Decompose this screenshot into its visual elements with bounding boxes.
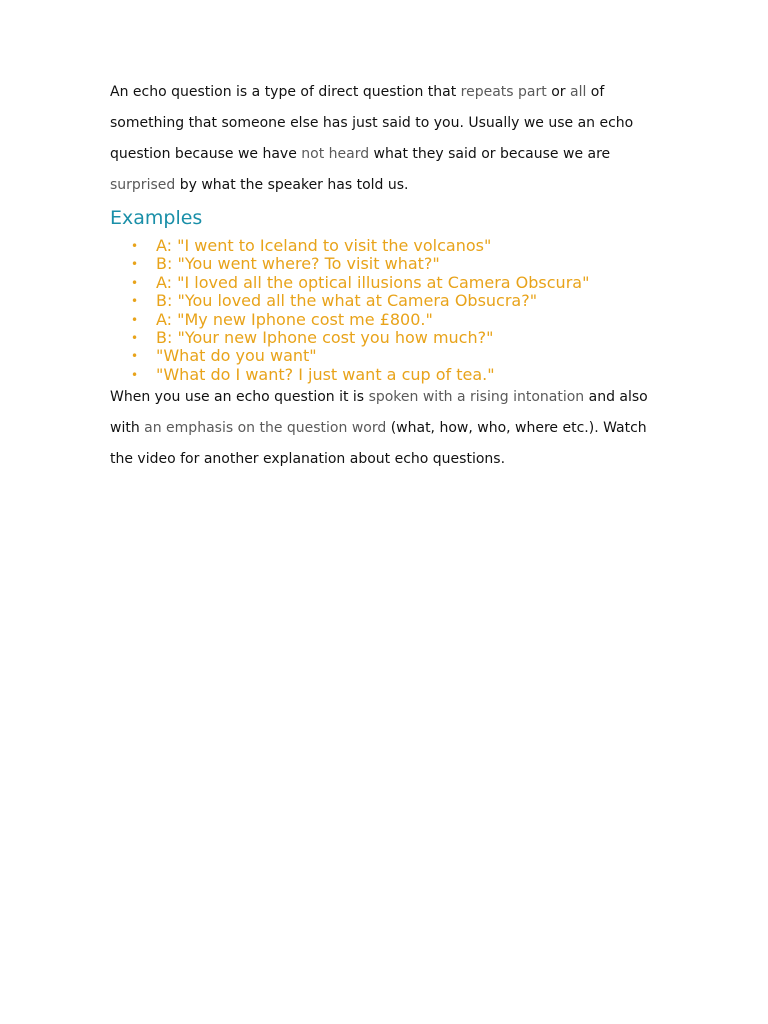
example-text: A: "I went to Iceland to visit the volcanos" — [156, 236, 492, 255]
intro-text-5: by what the speaker has told us. — [175, 177, 409, 193]
outro-text-2: and also with — [110, 389, 648, 437]
list-item — [110, 347, 670, 365]
example-text: A: "I loved all the optical illusions at Camera Obscura" — [156, 272, 590, 292]
list-item — [110, 329, 670, 347]
highlight-rising-intonation: spoken with a rising intonation — [368, 389, 585, 406]
intro-text-4: what they said or because we are — [369, 146, 611, 162]
list-item — [110, 274, 670, 292]
bullet-icon: • — [131, 312, 139, 327]
example-text: B: "Your new Iphone cost you how much?" — [156, 328, 494, 348]
example-text: "What do you want" — [156, 346, 317, 366]
example-text: A: "My new Iphone cost me £800." — [156, 309, 433, 329]
intro-text-1: An echo question is a type of direct question that — [110, 84, 461, 100]
example-text: B: "You loved all the what at Camera Obsucra?" — [156, 291, 538, 311]
highlight-emphasis: an emphasis on the question word — [144, 420, 387, 437]
bullet-icon: • — [131, 294, 139, 309]
list-item — [110, 292, 670, 310]
list-item — [110, 366, 670, 384]
highlight-surprised: surprised — [110, 177, 176, 193]
example-text: "What do I want? I just want a cup of tea." — [156, 364, 495, 384]
example-text: B: "You went where? To visit what?" — [156, 254, 440, 274]
intro-paragraph — [110, 77, 670, 201]
intro-text-3: of something that someone else has just said to you. Usually we use an echo question because we have — [110, 84, 634, 162]
outro-paragraph — [110, 382, 670, 475]
bullet-icon: • — [131, 257, 139, 272]
list-item — [110, 311, 670, 329]
highlight-not-heard: not heard — [301, 146, 370, 162]
bullet-icon: • — [131, 349, 139, 364]
bullet-icon: • — [131, 367, 139, 382]
examples-heading: Examples — [110, 207, 203, 229]
bullet-icon: • — [131, 275, 139, 290]
bullet-icon: • — [131, 239, 139, 253]
highlight-all: all — [569, 84, 587, 100]
outro-text-3: (what, how, who, where etc.). Watch the video for another explanation about echo questions. — [110, 420, 647, 468]
list-item — [110, 237, 670, 255]
highlight-repeats-part: repeats part — [460, 84, 547, 100]
intro-text-2: or — [546, 84, 570, 100]
document-page — [110, 77, 670, 475]
outro-text-1: When you use an echo question it is — [110, 389, 369, 406]
bullet-icon: • — [131, 331, 139, 346]
list-item — [110, 255, 670, 273]
examples-list — [110, 237, 670, 384]
